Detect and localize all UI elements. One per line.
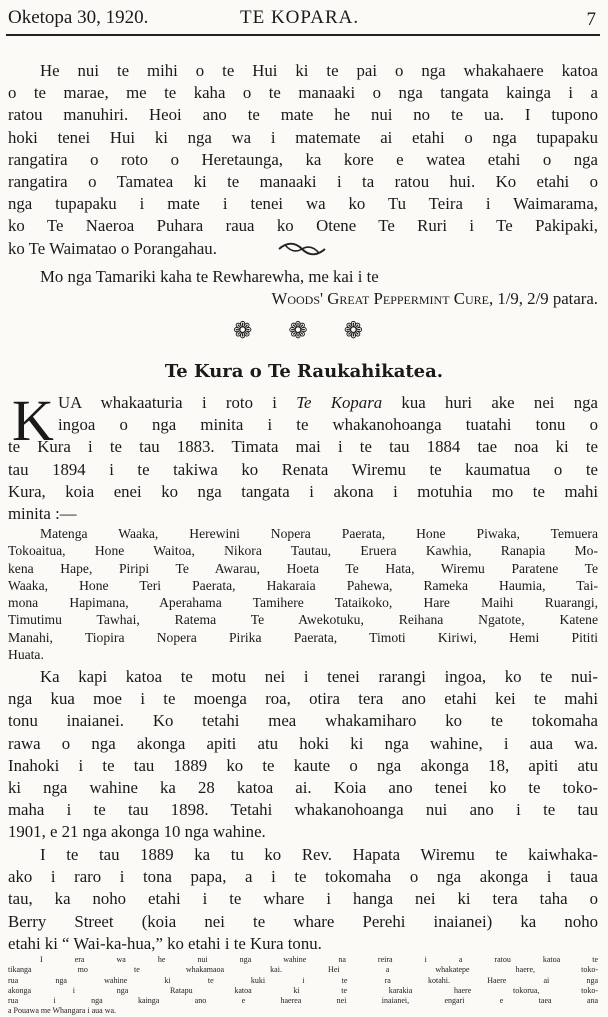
names-line: mona Hapimana, Aperahama Tamihere Tataikoko, Hare Maihi Ruarangi, <box>8 595 598 611</box>
text-line: ako i raro i tona papa, a i te tokomaha o nga akonga i taua <box>8 867 598 887</box>
text-line: nga tupapaku i mate i tenei wa ko Tu Teira i Waimarama, <box>8 194 598 214</box>
flower-ornament-icon: ❁ <box>233 318 253 344</box>
paragraph-teacher <box>8 844 598 955</box>
names-line: Tokoaitua, Hone Waitoa, Nikora Tautau, Eruera Kawhia, Ranapia Mo- <box>8 543 598 559</box>
text-line <box>8 392 598 414</box>
text-line: o te marae, me te kaha o te manaaki o nga tangata kainga i a <box>8 83 598 103</box>
advert-line: Mo nga Tamariki kaha te Rewharewha, me kai i te <box>40 267 379 286</box>
text-line: rua nga wahine ki te kuki i te ra kotahi. Haere ai nga <box>8 975 598 985</box>
paragraph-intro <box>8 388 598 525</box>
text-line: I era wa he nui nga wahine na reira i a ratou katoa te <box>40 955 598 964</box>
text-fragment: UA whakaaturia i roto i <box>58 393 297 412</box>
text-line: nga kua moe i te moenga roa, otira tera ano etahi kei te mahi <box>8 689 598 709</box>
text-line: maha i te tau 1898. Tetahi whakanohoanga nui ano i te tau <box>8 800 598 820</box>
text-line: ko Te Waimatao o Porangahau. <box>8 238 217 258</box>
names-line: kena Hape, Piripi Te Awarau, Hoeta Te Hata, Wiremu Paratene Te <box>8 560 598 576</box>
text-line: tikanga mo te whakamaoa kai. Hei a whakatepe haere, toko- <box>8 965 598 975</box>
drop-cap: K <box>12 388 54 453</box>
text-line: rangatira o Tamatea ki te manaaki i ta ratou hui. Ko etahi o <box>8 171 598 191</box>
text-fragment: kua huri ake nei nga <box>382 393 598 412</box>
advert-price: , 1/9, 2/9 patara. <box>488 289 598 309</box>
flower-ornament-icon: ❁ <box>288 318 308 344</box>
journal-title: TE KOPARA. <box>240 7 360 28</box>
text-line: rangatira o roto o Heretaunga, ka kore e watea etahi o nga <box>8 149 598 169</box>
publication-name: Te Kopara <box>296 393 383 412</box>
advert-brand: Woods' Great Peppermint Cure <box>271 289 489 309</box>
text-line: Inahoki i te tau 1889 ko te kaute o nga akonga 18, apiti atu <box>8 755 598 775</box>
section-heading: Te Kura o Te Raukahikatea. <box>164 361 444 382</box>
text-line: te Kura i te tau 1883. Timata mai i te tau 1884 tae noa ki te <box>8 437 598 457</box>
names-line: Manahi, Tiopira Nopera Pirika Paerata, Timoti Kiriwi, Hemi Pititi <box>8 629 598 645</box>
text-line: ko Te Naeroa Puhara raua ko Otene Te Ruri i Te Pakipaki, <box>8 216 598 236</box>
text-line: rawa o nga akonga apiti atu hoki ki nga wahine, i aua wa. <box>8 733 598 753</box>
text-line: tau 1894 i te takiwa ko Renata Wiremu te kaumatua o te <box>8 459 598 479</box>
paragraph-hui <box>8 60 598 260</box>
names-line: Huata. <box>8 647 44 663</box>
divider-ornament-icon <box>277 240 327 258</box>
text-line: a Pouawa me Whangara i aua wa. <box>8 1006 117 1016</box>
flower-ornaments <box>233 318 363 344</box>
issue-date: Oketopa 30, 1920. <box>8 7 149 28</box>
flower-ornament-icon: ❁ <box>343 318 363 344</box>
advert <box>8 266 598 310</box>
page-number: 7 <box>586 9 596 30</box>
text-line: 1901, e 21 nga akonga 10 nga wahine. <box>8 822 266 842</box>
paragraph-women <box>8 955 598 1017</box>
names-line: Timutimu Tawhai, Ratema Te Awekotuku, Reihana Ngatote, Katene <box>8 612 598 628</box>
page-header <box>8 7 596 37</box>
text-line: He nui te mihi o te Hui ki te pai o nga whakahaere katoa <box>40 61 598 80</box>
text-line: Ka kapi katoa te motu nei i tenei rarangi ingoa, ko te nui- <box>40 667 598 686</box>
text-line: etahi ki “ Wai-ka-hua,” ko etahi i te Kura tonu. <box>8 933 322 953</box>
text-line: tau, ka noho etahi i te whare i hanga nei ki tera taha o <box>8 889 598 909</box>
text-line: tonu inaianei. Ko tetahi mea whakamiharo ko te tokomaha <box>8 711 598 731</box>
names-line: Matenga Waaka, Herewini Nopera Paerata, Hone Piwaka, Temuera <box>40 526 598 541</box>
paragraph-students <box>8 666 598 844</box>
header-rule <box>6 34 600 36</box>
text-line: Berry Street (koia nei te whare Perehi inaianei) ka noho <box>8 911 598 931</box>
text-line: rua i nga kainga ano e haerea nei inaianei, engari e taea ana <box>8 996 598 1006</box>
text-line: minita :— <box>8 503 77 523</box>
text-line: akonga i nga Ratapu katoa ki te karakia haere tokorua, toko- <box>8 985 598 995</box>
names-line: Waaka, Hone Teri Paerata, Hakaraia Pahewa, Rameka Haumia, Tai- <box>8 577 598 593</box>
text-line: ratou manuhiri. Heoi ano te mate he nui no te ua. I tupono <box>8 105 598 125</box>
text-line: hoki tenei Hui ki nga wa i matemate ai etahi o nga tupapaku <box>8 127 598 147</box>
text-line: ki nga wahine ka 28 katoa ai. Koia ano tenei ko te toko- <box>8 777 598 797</box>
text-line: Kura, koia enei ko nga tangata i akona i motuhia mo te mahi <box>8 481 598 501</box>
minister-names <box>8 525 598 663</box>
advert-line <box>8 288 598 310</box>
text-line: ingoa o nga minita i te whakanohoanga tuatahi tonu o <box>58 415 598 435</box>
text-line: I te tau 1889 ka tu ko Rev. Hapata Wiremu te kaiwhaka- <box>40 845 598 864</box>
